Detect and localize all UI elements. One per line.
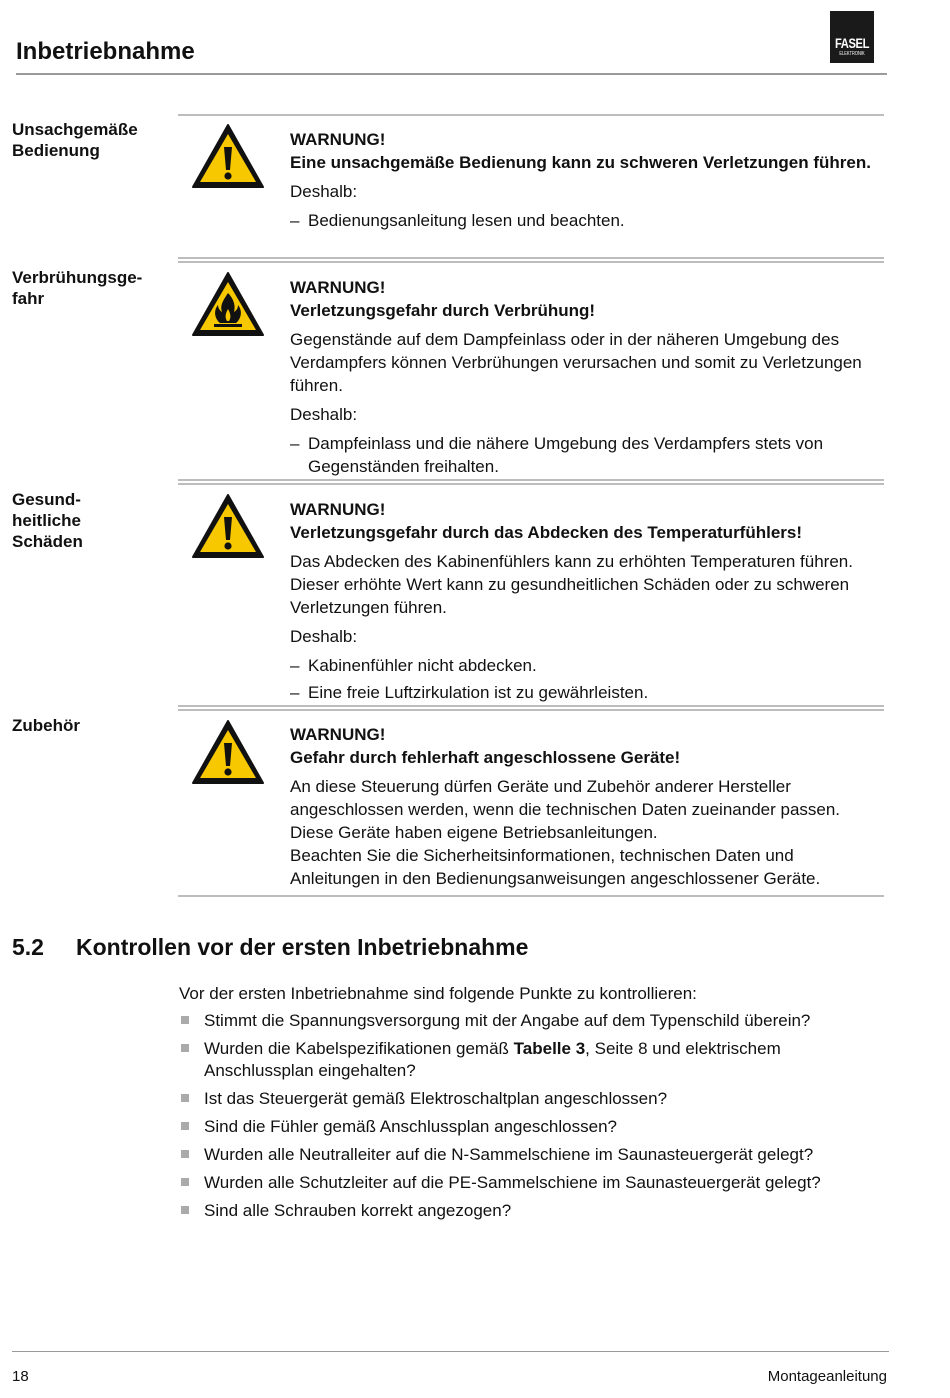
flame-warning-icon [191, 271, 265, 337]
square-bullet-icon [181, 1094, 189, 1102]
action-item: – Kabinenfühler nicht abdecken. [290, 654, 880, 677]
square-bullet-icon [181, 1150, 189, 1158]
page-number: 18 [12, 1368, 29, 1385]
side-label-misuse: Unsachgemäße Bedienung [12, 120, 138, 160]
side-label-scald: Verbrühungsge- fahr [12, 268, 143, 308]
warning-block-scald [290, 276, 880, 478]
signal-word: WARNUNG! [290, 130, 386, 149]
square-bullet-icon [181, 1016, 189, 1024]
warning-headline: Eine unsachgemäße Bedienung kann zu schweren Verletzungen führen. [290, 153, 871, 172]
list-item: Wurden alle Schutzleiter auf die PE-Sammelschiene im Saunasteuergerät gelegt? [179, 1172, 879, 1194]
double-divider [178, 479, 884, 485]
warning-block-health [290, 498, 880, 704]
checklist [179, 1010, 879, 1228]
list-item: Sind die Fühler gemäß Anschlussplan angeschlossen? [179, 1116, 879, 1138]
therefore-label: Deshalb: [290, 627, 358, 646]
list-item: Sind alle Schrauben korrekt angezogen? [179, 1200, 879, 1222]
side-label-health: Gesund- heitliche Schäden [12, 490, 83, 551]
warning-headline: Verletzungsgefahr durch das Abdecken des Temperaturfühlers! [290, 523, 803, 542]
section-heading [12, 934, 528, 961]
warning-body: An diese Steuerung dürfen Geräte und Zubehör anderer Hersteller angeschlossen werden, wenn die technischen Daten zueinander passen. Diese Geräte haben eigene Betriebsanleitungen. [290, 777, 841, 842]
header-divider [16, 73, 887, 75]
list-item: Wurden die Kabelspezifikationen gemäß Tabelle 3, Seite 8 und elektrischem Anschlussplan eingehalten? [179, 1038, 879, 1082]
warning-body: Beachten Sie die Sicherheitsinformationen, technischen Daten und Anleitungen in den Bedienungsanweisungen angeschlossener Geräte. [290, 846, 821, 888]
divider [178, 895, 884, 897]
fasel-logo [830, 11, 874, 63]
warning-headline: Gefahr durch fehlerhaft angeschlossene Geräte! [290, 748, 681, 767]
signal-word: WARNUNG! [290, 500, 386, 519]
signal-word: WARNUNG! [290, 278, 386, 297]
square-bullet-icon [181, 1206, 189, 1214]
table-reference: Tabelle 3 [513, 1039, 586, 1058]
document-name: Montageanleitung [767, 1368, 887, 1385]
general-warning-icon [191, 123, 265, 189]
square-bullet-icon [181, 1044, 189, 1052]
warning-body: Gegenstände auf dem Dampfeinlass oder in der näheren Umgebung des Verdampfers können Verbrühungen verursachen und somit zu Verletzungen führen. [290, 330, 862, 395]
warning-block-misuse [290, 128, 880, 232]
section-number: 5.2 [12, 934, 44, 960]
divider [178, 114, 884, 116]
warning-block-accessories [290, 723, 880, 890]
section-intro: Vor der ersten Inbetriebnahme sind folgende Punkte zu kontrollieren: [179, 984, 697, 1003]
list-item: Wurden alle Neutralleiter auf die N-Sammelschiene im Saunasteuergerät gelegt? [179, 1144, 879, 1166]
double-divider [178, 257, 884, 263]
logo-sub: ELEKTRONIK [839, 51, 865, 57]
section-title: Kontrollen vor der ersten Inbetriebnahme [76, 934, 529, 960]
square-bullet-icon [181, 1122, 189, 1130]
list-item: Stimmt die Spannungsversorgung mit der Angabe auf dem Typenschild überein? [179, 1010, 879, 1032]
page-title: Inbetriebnahme [16, 38, 195, 65]
square-bullet-icon [181, 1178, 189, 1186]
logo-brand: FASEL [834, 35, 870, 51]
therefore-label: Deshalb: [290, 405, 358, 424]
warning-body: Das Abdecken des Kabinenfühlers kann zu erhöhten Temperaturen führen. Dieser erhöhte Wert kann zu gesundheitlichen Schäden oder zu schweren Verletzungen führen. [290, 552, 853, 617]
side-label-accessories: Zubehör [12, 716, 80, 735]
warning-headline: Verletzungsgefahr durch Verbrühung! [290, 301, 596, 320]
general-warning-icon [191, 493, 265, 559]
signal-word: WARNUNG! [290, 725, 386, 744]
list-item: Ist das Steuergerät gemäß Elektroschaltplan angeschlossen? [179, 1088, 879, 1110]
action-item: – Eine freie Luftzirkulation ist zu gewährleisten. [290, 681, 880, 704]
action-item: – Bedienungsanleitung lesen und beachten. [290, 209, 880, 232]
footer-divider [12, 1351, 889, 1352]
therefore-label: Deshalb: [290, 182, 358, 201]
double-divider [178, 705, 884, 711]
general-warning-icon [191, 719, 265, 785]
action-item: – Dampfeinlass und die nähere Umgebung des Verdampfers stets von Gegenständen freihalten. [290, 432, 880, 478]
